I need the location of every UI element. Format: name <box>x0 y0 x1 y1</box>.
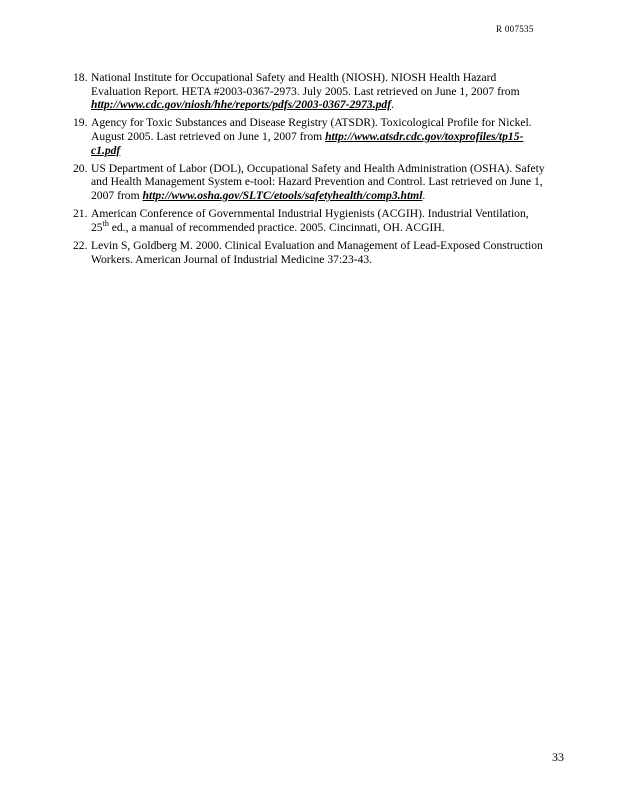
reference-link-continued[interactable]: c1.pdf <box>91 143 121 157</box>
reference-text: . <box>391 98 394 112</box>
reference-text: Evaluation Report. HETA #2003-0367-2973. July 2005. Last retrieved on June 1, 2007 from <box>91 84 520 98</box>
reference-list <box>73 71 568 271</box>
reference-text: National Institute for Occupational Safety and Health (NIOSH). NIOSH Health Hazard <box>91 71 497 84</box>
reference-item-20 <box>73 162 568 203</box>
reference-text: Workers. American Journal of Industrial Medicine 37:23-43. <box>91 252 373 266</box>
reference-text: 2007 from <box>91 188 143 202</box>
reference-link[interactable]: http://www.osha.gov/SLTC/etools/safetyhealth/comp3.html <box>142 188 423 202</box>
reference-text: August 2005. Last retrieved on June 1, 2007 from <box>91 129 326 143</box>
reference-text: US Department of Labor (DOL), Occupational Safety and Health Administration (OSHA). Safety <box>91 161 545 175</box>
reference-text: Levin S, Goldberg M. 2000. Clinical Evaluation and Management of Lead-Exposed Construction <box>91 238 543 252</box>
reference-number: 22. <box>73 238 88 252</box>
reference-text: American Conference of Governmental Industrial Hygienists (ACGIH). Industrial Ventilation, <box>91 207 529 221</box>
reference-item-21 <box>73 207 568 234</box>
bates-number: R 007535 <box>496 24 534 34</box>
reference-number: 20. <box>73 161 88 175</box>
reference-text: ed., a manual of recommended practice. 2005. Cincinnati, OH. ACGIH. <box>108 220 445 234</box>
reference-text: and Health Management System e-tool: Hazard Prevention and Control. Last retrieved on June 1, <box>91 175 543 189</box>
reference-number: 18. <box>73 71 88 84</box>
reference-link[interactable]: http://www.atsdr.cdc.gov/toxprofiles/tp15- <box>325 129 524 143</box>
reference-item-22 <box>73 239 568 266</box>
page-number: 33 <box>552 750 564 764</box>
reference-text: 25 <box>91 220 103 234</box>
reference-number: 19. <box>73 116 88 130</box>
reference-item-19 <box>73 116 568 157</box>
superscript: th <box>102 218 109 228</box>
reference-number: 21. <box>73 207 88 221</box>
reference-text: Agency for Toxic Substances and Disease Registry (ATSDR). Toxicological Profile for Nickel. <box>91 116 532 130</box>
reference-item-18 <box>73 71 568 112</box>
reference-text: . <box>422 188 426 202</box>
reference-link[interactable]: http://www.cdc.gov/niosh/hhe/reports/pdfs/2003-0367-2973.pdf <box>91 98 392 112</box>
